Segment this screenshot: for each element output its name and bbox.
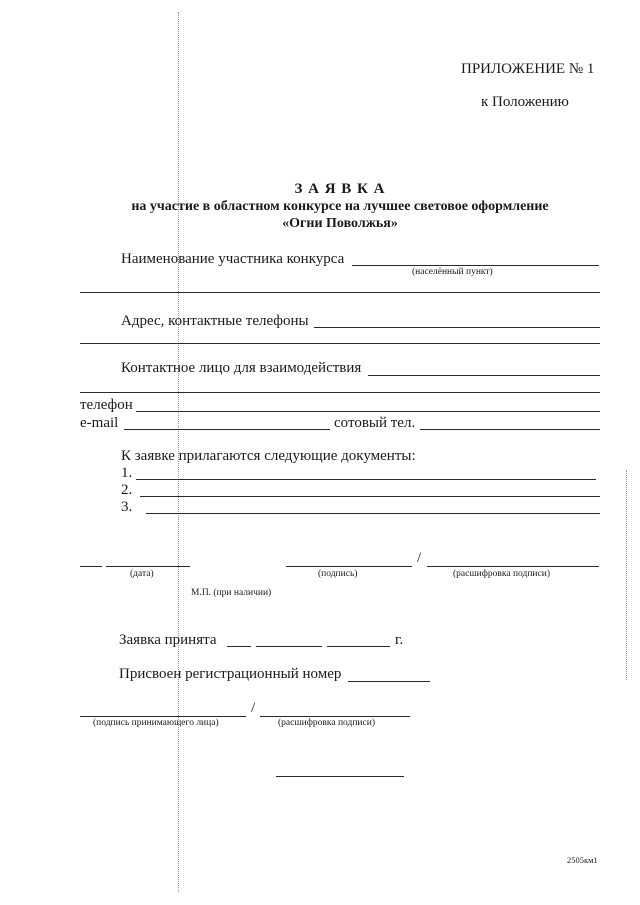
date-hint: (дата) bbox=[130, 569, 154, 579]
accepted-month-field[interactable] bbox=[256, 646, 322, 647]
signature-slash: / bbox=[417, 550, 422, 566]
scan-edge-mark bbox=[626, 470, 627, 680]
signature-field[interactable] bbox=[286, 566, 412, 567]
reg-number-field[interactable] bbox=[348, 681, 430, 682]
decoding-field[interactable] bbox=[427, 566, 599, 567]
year-suffix: г. bbox=[395, 632, 404, 648]
address-field[interactable] bbox=[314, 327, 600, 328]
contact-person-label: Контактное лицо для взаимодействия bbox=[121, 360, 362, 376]
date-field-part2[interactable] bbox=[106, 566, 190, 567]
accepted-year-field[interactable] bbox=[327, 646, 390, 647]
contact-person-field-line2[interactable] bbox=[80, 392, 600, 393]
mobile-label: сотовый тел. bbox=[334, 415, 416, 431]
receiver-signature-hint: (подпись принимающего лица) bbox=[93, 718, 219, 728]
attachment-number-3: 3. bbox=[121, 499, 133, 515]
document-code: 2505км1 bbox=[567, 855, 598, 865]
participant-name-field-line2[interactable] bbox=[80, 292, 600, 293]
participant-name-label: Наименование участника конкурса bbox=[121, 251, 345, 267]
phone-field[interactable] bbox=[136, 411, 600, 412]
accepted-label: Заявка принята bbox=[119, 632, 217, 648]
accepted-day-field[interactable] bbox=[227, 646, 251, 647]
signature-hint: (подпись) bbox=[318, 569, 358, 579]
participant-name-field[interactable] bbox=[352, 265, 599, 266]
attachment-number-2: 2. bbox=[121, 482, 133, 498]
stamp-hint: М.П. (при наличии) bbox=[191, 588, 272, 598]
bottom-separator-line bbox=[276, 776, 404, 777]
attachment-number-1: 1. bbox=[121, 465, 133, 481]
mobile-field[interactable] bbox=[420, 429, 600, 430]
contact-person-field[interactable] bbox=[368, 375, 600, 376]
attachment-field-2[interactable] bbox=[140, 496, 600, 497]
decoding-hint: (расшифровка подписи) bbox=[453, 569, 550, 579]
receiver-signature-field[interactable] bbox=[80, 716, 246, 717]
attachment-field-1[interactable] bbox=[136, 479, 596, 480]
attachment-field-3[interactable] bbox=[146, 513, 600, 514]
form-title: З А Я В К А bbox=[294, 181, 386, 197]
email-label: e-mail bbox=[80, 415, 119, 431]
receiver-decoding-field[interactable] bbox=[260, 716, 410, 717]
regulation-label: к Положению bbox=[481, 94, 569, 110]
address-field-line2[interactable] bbox=[80, 343, 600, 344]
appendix-label: ПРИЛОЖЕНИЕ № 1 bbox=[461, 61, 595, 77]
email-field[interactable] bbox=[124, 429, 330, 430]
receiver-decoding-hint: (расшифровка подписи) bbox=[278, 718, 375, 728]
address-label: Адрес, контактные телефоны bbox=[121, 313, 309, 329]
contest-name: «Огни Поволжья» bbox=[282, 216, 398, 231]
form-subtitle: на участие в областном конкурсе на лучшее световое оформление bbox=[131, 199, 549, 214]
settlement-hint: (населённый пункт) bbox=[412, 267, 493, 277]
reg-number-label: Присвоен регистрационный номер bbox=[119, 666, 342, 682]
attachments-intro: К заявке прилагаются следующие документы: bbox=[121, 448, 416, 464]
date-field-part1[interactable] bbox=[80, 566, 102, 567]
phone-label: телефон bbox=[80, 397, 133, 413]
receiver-slash: / bbox=[251, 700, 256, 716]
